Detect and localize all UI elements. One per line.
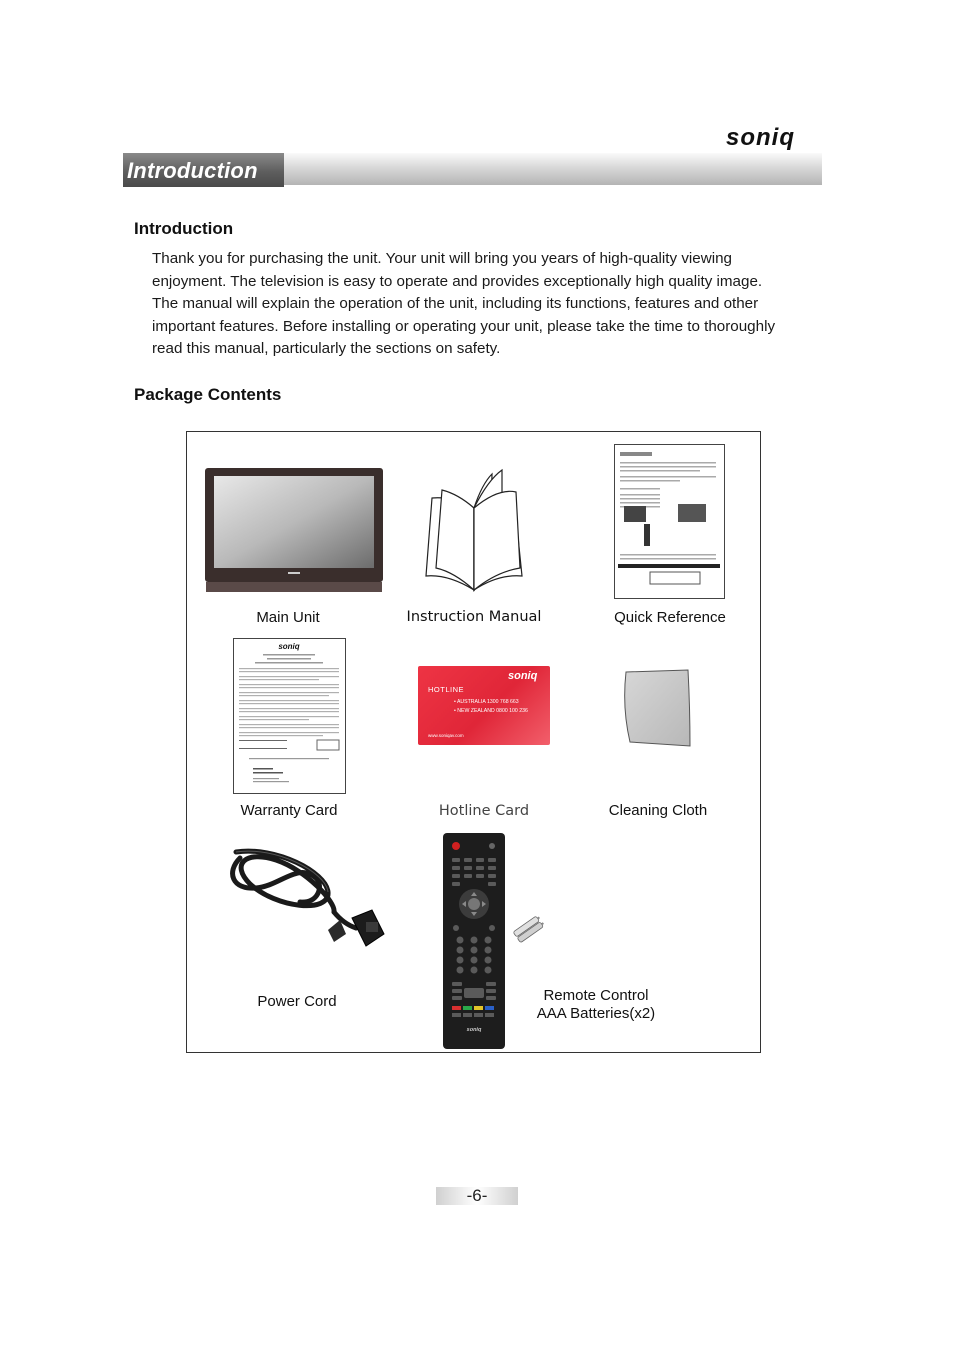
intro-line: important features. Before installing or operating your unit, please take the time to thoroughly: [152, 317, 776, 335]
power-cord-caption: Power Cord: [257, 993, 337, 1010]
warranty-card-caption: Warranty Card: [240, 802, 338, 819]
intro-line: Thank you for purchasing the unit. Your unit will bring you years of high-quality viewing: [152, 250, 732, 267]
hotline-card-image: [418, 666, 550, 745]
remote-control-caption: Remote Control: [543, 987, 649, 1004]
cleaning-cloth-caption: Cleaning Cloth: [608, 802, 708, 819]
svg-text:soniq: soniq: [278, 642, 300, 651]
package-contents-heading: Package Contents: [134, 385, 282, 404]
batteries-image: [510, 910, 546, 948]
quick-reference-caption: Quick Reference: [614, 609, 726, 626]
cleaning-cloth-image: [618, 668, 698, 748]
svg-text:soniq: soniq: [466, 1027, 482, 1033]
remote-batteries-caption: [526, 987, 666, 1022]
svg-text:soniq: soniq: [508, 670, 538, 682]
warranty-card-image: [233, 638, 346, 794]
introduction-body: [152, 248, 792, 361]
instruction-manual-caption: Instruction Manual: [406, 609, 542, 625]
hotline-card-caption: Hotline Card: [438, 803, 530, 819]
hotline-card-website: www.soniqav.com: [428, 733, 464, 738]
power-cord-image: [216, 842, 388, 960]
intro-line: read this manual, particularly the sections on safety.: [152, 340, 501, 358]
intro-line: enjoyment. The television is easy to operate and provides exceptionally high quality image.: [152, 272, 763, 290]
quick-reference-image: [614, 444, 725, 599]
hotline-card-logo: [506, 668, 548, 682]
hotline-card-line: • NEW ZEALAND 0800 100 236: [454, 708, 528, 714]
svg-text:soniq: soniq: [726, 124, 795, 150]
manual-image: [418, 468, 530, 593]
soniq-logo: [724, 124, 816, 150]
remote-control-image: [442, 832, 506, 1050]
batteries-caption: AAA Batteries(x2): [536, 1004, 656, 1022]
introduction-heading: Introduction: [134, 219, 234, 238]
page-number: -6-: [466, 1186, 488, 1205]
hotline-card-line: • AUSTRALIA 1300 768 663: [454, 699, 519, 705]
tv-image: [204, 466, 384, 596]
main-unit-caption: Main Unit: [256, 609, 320, 626]
hotline-card-title: HOTLINE: [428, 685, 465, 694]
intro-line: The manual will explain the operation of the unit, including its functions, features and other: [152, 295, 759, 313]
section-banner-title: Introduction: [127, 158, 258, 183]
